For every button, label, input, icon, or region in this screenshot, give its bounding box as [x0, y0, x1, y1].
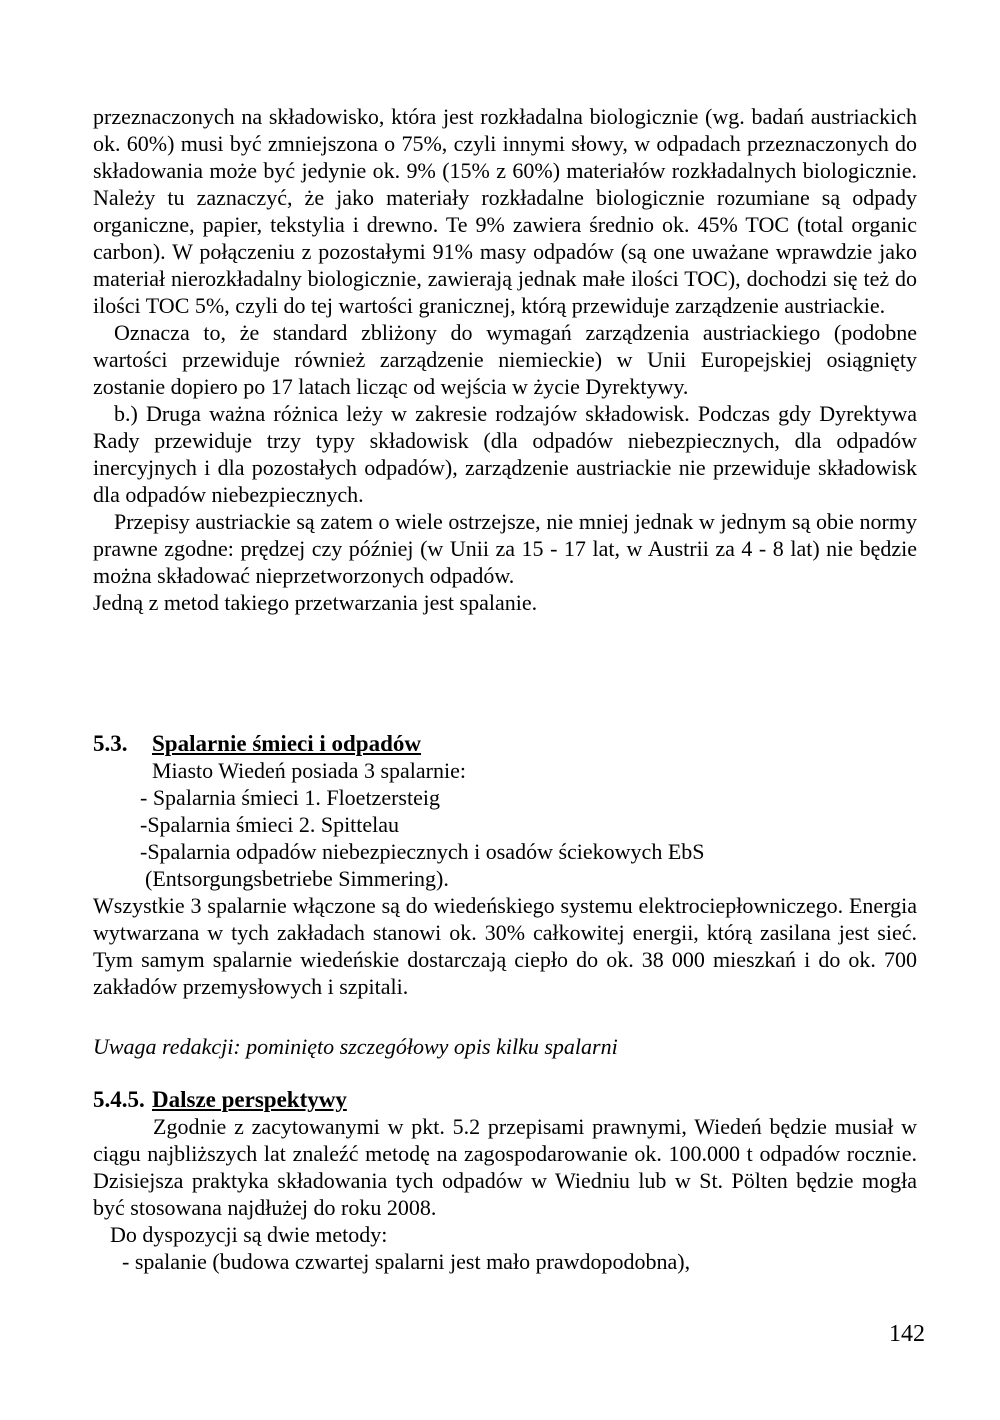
body-paragraph-1: przeznaczonych na składowisko, która jest rozkładalna biologicznie (wg. badań austriackich ok. 60%) musi być zmniejszona o 75%, czyli innymi słowy, w odpadach przeznaczonych do składowania może być jedynie ok. 9% (15% z 60%) materiałów rozkładalnych biologicznie. Należy tu zaznaczyć, że jako materiały rozkładalne biologicznie rozumiane są odpady organiczne, papier, tekstylia i drewno. Te 9% zawiera średnio ok. 45% TOC (total organic carbon). W połączeniu z pozostałymi 91% masy odpadów (są one uważane wprawdzie jako materiał nierozkładalny biologicznie, zawierają jednak małe ilości TOC), dochodzi się też do ilości TOC 5%, czyli do tej wartości granicznej, którą przewiduje zarządzenie austriackie.	[93, 104, 917, 318]
body-paragraph-2: Oznacza to, że standard zbliżony do wymagań zarządzenia austriackiego (podobne wartości przewiduje również zarządzenie niemieckie) w Unii Europejskiej osiągnięty zostanie dopiero po 17 latach licząc od wejścia w życie Dyrektywy.	[93, 320, 917, 399]
body-paragraph-5: Jedną z metod takiego przetwarzania jest spalanie.	[93, 590, 538, 615]
section-5-4-5-heading	[93, 1086, 917, 1113]
methods-intro: Do dyspozycji są dwie metody:	[110, 1222, 388, 1247]
plant-list-item: -Spalarnia śmieci 2. Spittelau	[140, 812, 400, 837]
section-5-4-5	[93, 1086, 917, 1275]
section-5-4-5-body: Zgodnie z zacytowanymi w pkt. 5.2 przepisami prawnymi, Wiedeń będzie musiał w ciągu najbliższych lat znaleźć metodę na zagospodarowanie ok. 100.000 t odpadów rocznie. Dzisiejsza praktyka składowania tych odpadów w Wiedniu lub w St. Pölten będzie mogła być stosowana najdłużej do roku 2008.	[93, 1114, 917, 1220]
section-5-3-heading	[93, 730, 917, 757]
method-list-item: - spalanie (budowa czwartej spalarni jest mało prawdopodobna),	[122, 1249, 691, 1274]
editor-note-block	[93, 1033, 917, 1060]
section-number: 5.3.	[93, 731, 128, 756]
plant-list-item: -Spalarnia odpadów niebezpiecznych i osadów ściekowych EbS	[140, 839, 705, 864]
editor-note: Uwaga redakcji: pominięto szczegółowy opis kilku spalarni	[93, 1034, 618, 1059]
section-5-3	[93, 730, 917, 1000]
section-title: Dalsze perspektywy	[152, 1087, 347, 1112]
plant-list-item: - Spalarnia śmieci 1. Floetzersteig	[140, 785, 440, 810]
page-number: 142	[889, 1321, 925, 1347]
section-number: 5.4.5.	[93, 1087, 145, 1112]
plant-list-item: (Entsorgungsbetriebe Simmering).	[145, 866, 449, 891]
body-paragraph-3: b.) Druga ważna różnica leży w zakresie rodzajów składowisk. Podczas gdy Dyrektywa Rady przewiduje trzy typy składowisk (dla odpadów niebezpiecznych, dla odpadów inercyjnych i dla pozostałych odpadów), zarządzenie austriackie nie przewiduje składowisk dla odpadów niebezpiecznych.	[93, 401, 917, 507]
body-text-block	[93, 103, 917, 616]
section-5-3-body: Wszystkie 3 spalarnie włączone są do wiedeńskiego systemu elektrociepłowniczego. Energia wytwarzana w tych zakładach stanowi ok. 30% całkowitej energii, którą zasilana jest sieć. Tym samym spalarnie wiedeńskie dostarczają ciepło do ok. 38 000 mieszkań i do ok. 700 zakładów przemysłowych i szpitali.	[93, 893, 917, 999]
section-title: Spalarnie śmieci i odpadów	[152, 731, 422, 756]
section-5-3-intro: Miasto Wiedeń posiada 3 spalarnie:	[152, 758, 466, 783]
body-paragraph-4: Przepisy austriackie są zatem o wiele ostrzejsze, nie mniej jednak w jednym są obie normy prawne zgodne: prędzej czy później (w Unii za 15 - 17 lat, w Austrii za 4 - 8 lat) nie będzie można składować nieprzetworzonych odpadów.	[93, 509, 917, 588]
